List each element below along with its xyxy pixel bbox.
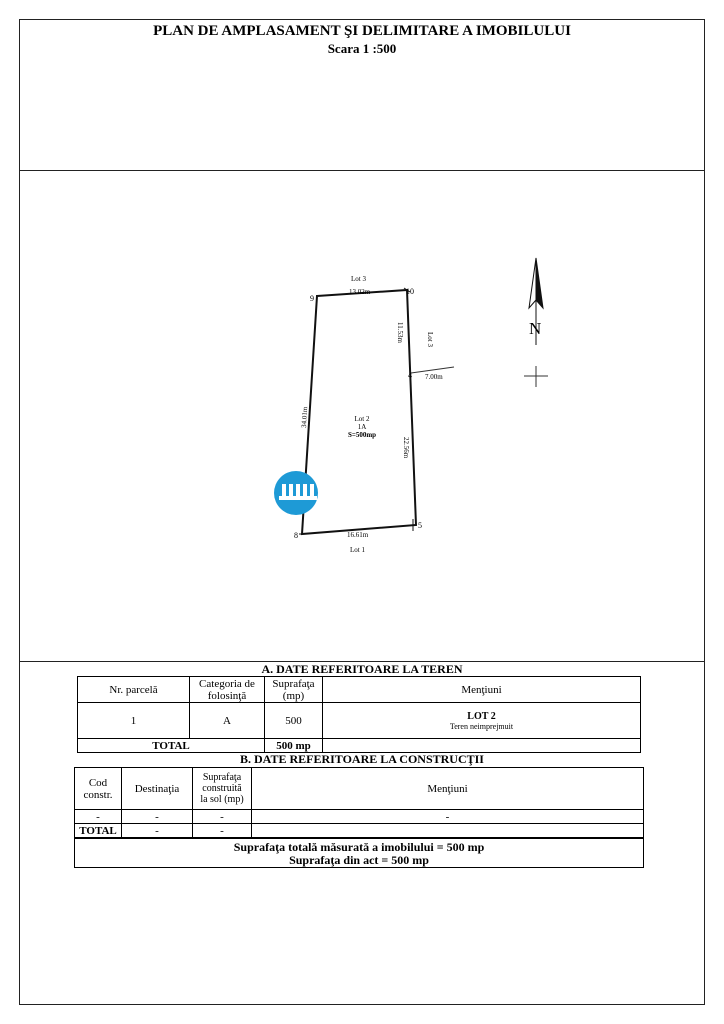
point-label-8: 8 — [294, 531, 298, 540]
parcel-category: 1A — [357, 423, 367, 431]
col-category-header: Categoria de folosinţă — [190, 677, 265, 703]
col-destination-header: Destinaţia — [122, 768, 193, 810]
section-a-title: A. DATE REFERITOARE LA TEREN — [261, 662, 463, 676]
parcel-name: Lot 2 — [354, 415, 370, 423]
summary-measured: Suprafaţa totală măsurată a imobilului = 500 mp — [233, 840, 485, 854]
distance-right-ext: 7.00m — [425, 373, 443, 381]
distance-right-lower: 22.56m — [402, 437, 410, 459]
point-label-9: 9 — [310, 294, 314, 303]
crosshair-icon — [524, 366, 548, 387]
col-mentions-header: Menţiuni — [252, 768, 644, 810]
col-built-header: Suprafaţa construită la sol (mp) — [193, 768, 252, 810]
neighbor-right-label: Lot 3 — [426, 332, 434, 347]
distance-left: 34.01m — [300, 406, 310, 429]
point-label-5: 5 — [418, 521, 422, 530]
table-row: - - - - — [75, 810, 644, 824]
total-row: TOTAL - - — [75, 824, 644, 838]
col-code-header: Cod constr. — [75, 768, 122, 810]
neighbor-top-label: Lot 3 — [351, 275, 366, 283]
total-row: TOTAL 500 mp — [78, 739, 641, 753]
distance-top: 13.02m — [349, 288, 371, 296]
scale-label: Scara 1 :500 — [327, 41, 397, 56]
watermark-logo-icon — [274, 471, 318, 515]
distance-bottom: 16.61m — [347, 531, 369, 539]
point-label-4: 4 — [408, 371, 412, 380]
col-area-header: Suprafaţa (mp) — [265, 677, 323, 703]
col-nr-header: Nr. parcelă — [78, 677, 190, 703]
construction-table — [74, 767, 644, 838]
summary-act: Suprafaţa din act = 500 mp — [289, 853, 429, 867]
col-mentions-header: Menţiuni — [323, 677, 641, 703]
table-row: 1 A 500 LOT 2 Teren neimprejmuit — [78, 703, 641, 739]
north-label: N — [529, 319, 542, 338]
land-table — [77, 676, 641, 753]
section-b-title: B. DATE REFERITOARE LA CONSTRUCŢII — [240, 752, 484, 766]
page-title: PLAN DE AMPLASAMENT ŞI DELIMITARE A IMOBILULUI — [153, 23, 571, 39]
distance-right-upper: 11.53m — [396, 322, 404, 343]
neighbor-bottom-label: Lot 1 — [350, 546, 365, 554]
summary-box — [74, 838, 644, 868]
point-label-10: 10 — [406, 287, 414, 296]
parcel-area: S=500mp — [347, 431, 377, 439]
